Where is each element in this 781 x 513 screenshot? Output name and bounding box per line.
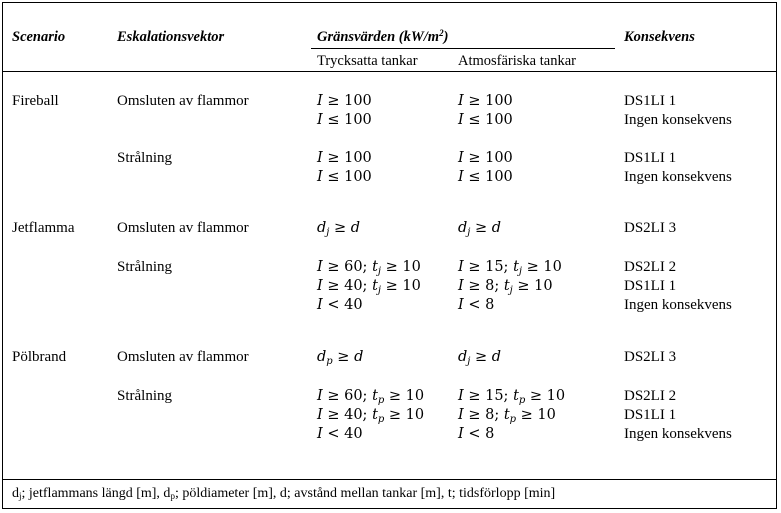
pressurized-limit: I ≤ 100 xyxy=(317,169,372,185)
header-scenario: Scenario xyxy=(12,29,66,45)
header-pressurized: Trycksatta tankar xyxy=(317,53,418,69)
consequence-value: DS1LI 1 xyxy=(624,93,677,109)
atmospheric-limit: $d_j \ge d$ xyxy=(458,349,502,367)
pressurized-limit: I < 40 xyxy=(317,426,363,442)
pressurized-limit: $d_p \ge d$ xyxy=(317,349,364,367)
atmospheric-limit: I ≥ 8; $t_j \ge 10$ xyxy=(458,278,553,296)
atmospheric-limit: I ≥ 100 xyxy=(458,150,513,166)
atmospheric-limit: $d_j \ge d$ xyxy=(458,220,502,238)
pressurized-limit: I ≥ 60; $t_p \ge 10$ xyxy=(317,388,425,406)
consequence-value: Ingen konsekvens xyxy=(624,112,732,128)
pressurized-limit: I ≥ 60; $t_j \ge 10$ xyxy=(317,259,421,277)
pressurized-limit: I ≥ 40; $t_j \ge 10$ xyxy=(317,278,421,296)
pressurized-limit: I ≥ 100 xyxy=(317,150,372,166)
consequence-value: DS2LI 2 xyxy=(624,259,677,275)
consequence-value: DS1LI 1 xyxy=(624,150,677,166)
vector-label: Omsluten av flammor xyxy=(117,349,249,365)
atmospheric-limit: I ≥ 15; $t_j \ge 10$ xyxy=(458,259,562,277)
vector-label: Strålning xyxy=(117,259,172,275)
atmospheric-limit: I ≥ 100 xyxy=(458,93,513,109)
header-consequence: Konsekvens xyxy=(624,29,695,45)
atmospheric-limit: I ≥ 8; $t_p \ge 10$ xyxy=(458,407,556,425)
consequence-value: DS2LI 3 xyxy=(624,349,677,365)
vector-label: Strålning xyxy=(117,150,172,166)
consequence-value: DS1LI 1 xyxy=(624,407,677,423)
header-rule xyxy=(3,71,776,72)
consequence-value: DS2LI 2 xyxy=(624,388,677,404)
pressurized-limit: I ≥ 40; $t_p \ge 10$ xyxy=(317,407,425,425)
vector-label: Strålning xyxy=(117,388,172,404)
vector-label: Omsluten av flammor xyxy=(117,93,249,109)
consequence-value: DS2LI 3 xyxy=(624,220,677,236)
atmospheric-limit: I ≥ 15; $t_p \ge 10$ xyxy=(458,388,566,406)
header-atmospheric: Atmosfäriska tankar xyxy=(458,53,576,69)
consequence-value: Ingen konsekvens xyxy=(624,426,732,442)
pressurized-limit: I ≤ 100 xyxy=(317,112,372,128)
header-subrule xyxy=(311,48,615,49)
atmospheric-limit: I < 8 xyxy=(458,297,495,313)
scenario-label: Fireball xyxy=(12,93,59,109)
pressurized-limit: I ≥ 100 xyxy=(317,93,372,109)
scenario-label: Pölbrand xyxy=(12,349,67,365)
pressurized-limit: $d_j \ge d$ xyxy=(317,220,361,238)
footer-rule xyxy=(3,479,776,480)
atmospheric-limit: I ≤ 100 xyxy=(458,112,513,128)
consequence-value: DS1LI 1 xyxy=(624,278,677,294)
vector-label: Omsluten av flammor xyxy=(117,220,249,236)
atmospheric-limit: I ≤ 100 xyxy=(458,169,513,185)
consequence-value: Ingen konsekvens xyxy=(624,297,732,313)
header-vector: Eskalationsvektor xyxy=(117,29,225,45)
header-limits: Gränsvärden $(kW/m^2)$ xyxy=(317,28,449,45)
footnote: $d_j$; jetflammans längd [m], $d_p$; pöldiameter [m], d; avstånd mellan tankar [m], t; tidsförlopp [min] xyxy=(12,486,556,501)
consequence-value: Ingen konsekvens xyxy=(624,169,732,185)
pressurized-limit: I < 40 xyxy=(317,297,363,313)
scenario-label: Jetflamma xyxy=(12,220,75,236)
table-figure xyxy=(2,2,777,509)
atmospheric-limit: I < 8 xyxy=(458,426,495,442)
